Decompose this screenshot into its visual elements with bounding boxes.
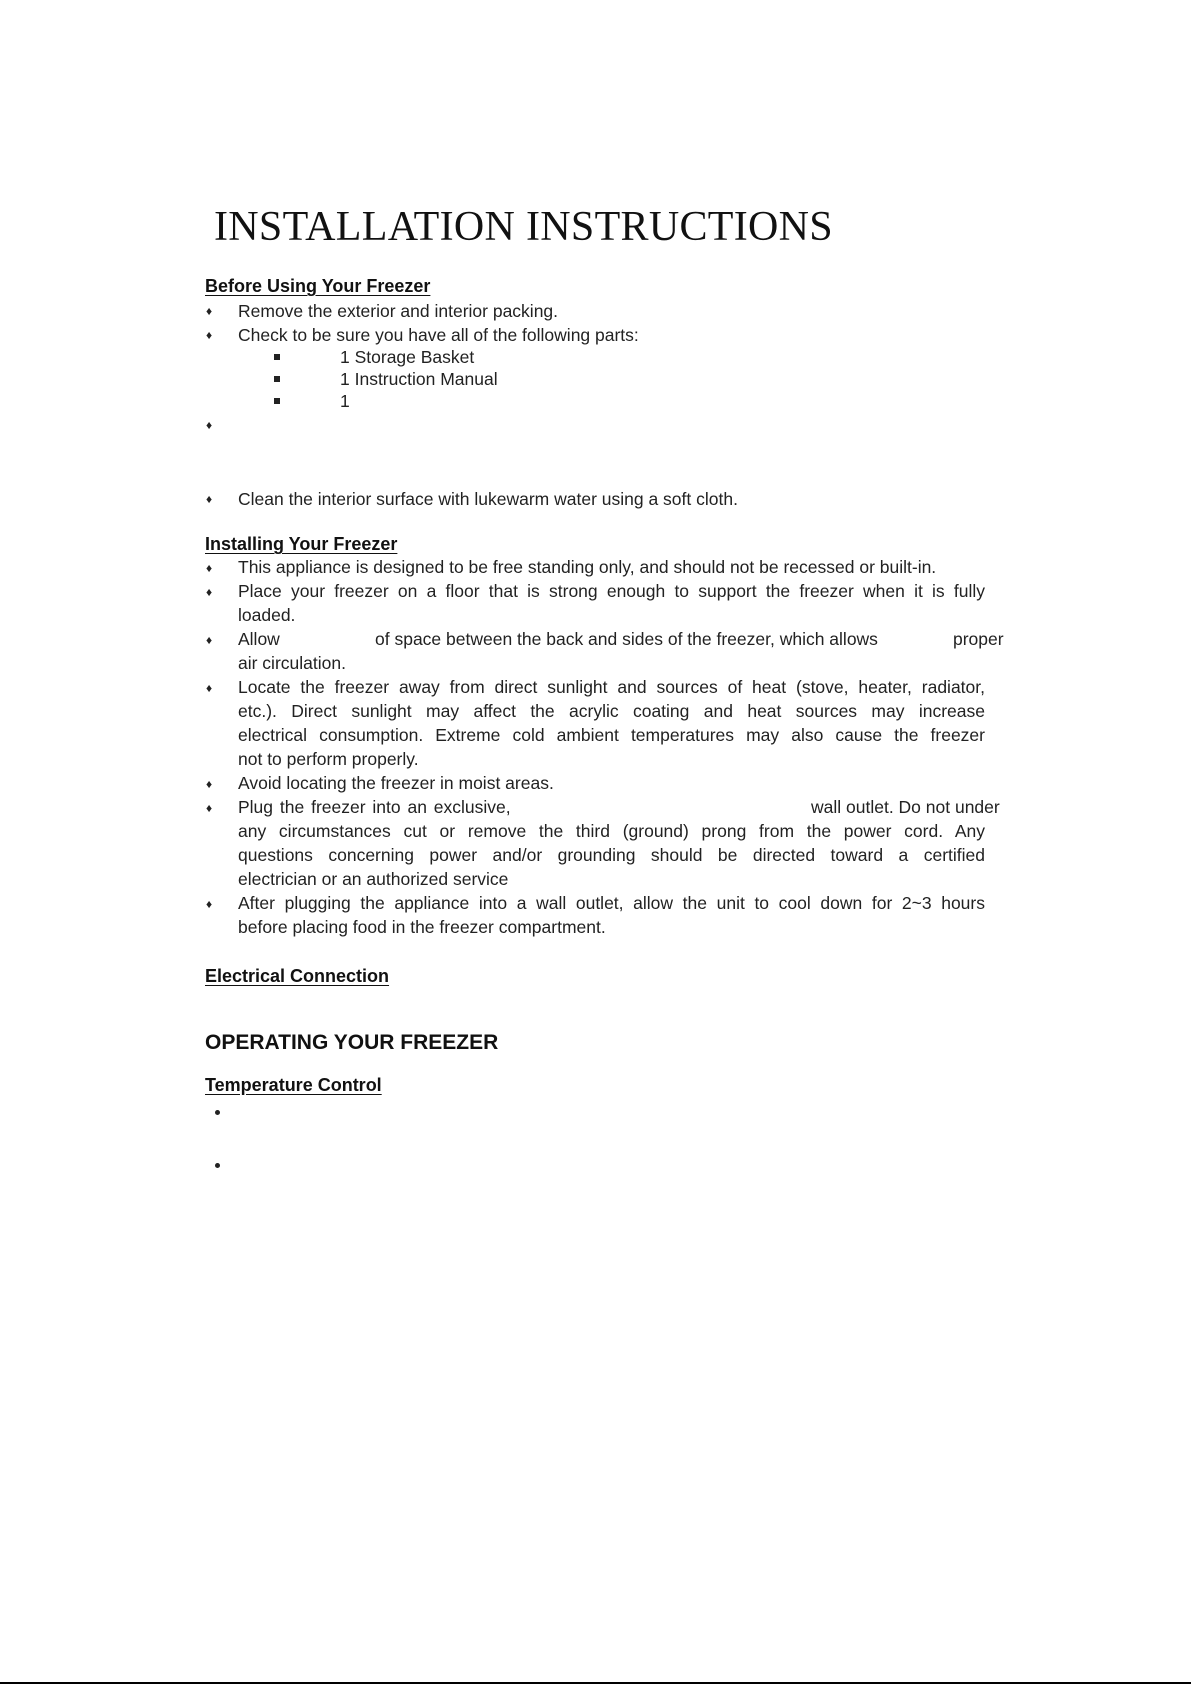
diamond-bullet-icon: ♦ [206, 801, 213, 815]
locate-away-text-cont: not to perform properly. [238, 749, 419, 769]
free-standing-text: This appliance is designed to be free standing only, and should not be recessed or built-in. [238, 557, 937, 577]
diamond-bullet-icon: ♦ [206, 681, 213, 695]
diamond-bullet-icon: ♦ [206, 777, 213, 791]
allow-space-text-cont: air circulation. [238, 653, 346, 673]
round-bullet-icon [215, 1110, 220, 1115]
remove-packing-text: Remove the exterior and interior packing. [238, 301, 559, 321]
round-bullet-icon [215, 1163, 220, 1168]
cool-down-text: After plugging the appliance into a wall outlet, allow the unit to cool down for 2~3 hours [238, 893, 985, 913]
square-bullet-icon [274, 376, 280, 382]
floor-strength-text: Place your freezer on a floor that is strong enough to support the freezer when it is fully [238, 581, 985, 601]
square-bullet-icon [274, 398, 280, 404]
page-bottom-border [0, 1682, 1191, 1684]
diamond-bullet-icon: ♦ [206, 633, 213, 647]
section-heading-installing: Installing Your Freezer [205, 534, 398, 554]
clean-interior-text: Clean the interior surface with lukewarm water using a soft cloth. [238, 489, 738, 509]
moist-areas-text: Avoid locating the freezer in moist areas. [238, 773, 554, 793]
diamond-bullet-icon: ♦ [206, 418, 213, 432]
diamond-bullet-icon: ♦ [206, 304, 213, 318]
section-heading-before-using: Before Using Your Freezer [205, 276, 431, 296]
diamond-bullet-icon: ♦ [206, 585, 213, 599]
diamond-bullet-icon: ♦ [206, 561, 213, 575]
part-item: 1 Instruction Manual [340, 369, 498, 389]
page-title: INSTALLATION INSTRUCTIONS [214, 204, 833, 250]
section-heading-operating: OPERATING YOUR FREEZER [205, 1031, 499, 1054]
check-parts-text: Check to be sure you have all of the following parts: [238, 325, 639, 345]
diamond-bullet-icon: ♦ [206, 492, 213, 506]
plug-outlet-text-end: wall outlet. Do not under [811, 797, 1000, 817]
diamond-bullet-icon: ♦ [206, 897, 213, 911]
allow-space-text-end: proper [953, 629, 1004, 649]
floor-strength-text-cont: loaded. [238, 605, 296, 625]
diamond-bullet-icon: ♦ [206, 328, 213, 342]
part-item: 1 Storage Basket [340, 347, 475, 367]
plug-outlet-text-start: Plug the freezer into an exclusive, [238, 797, 511, 817]
allow-space-text-start: Allow [238, 629, 280, 649]
part-item: 1 [340, 391, 350, 411]
plug-outlet-text-cont: questions concerning power and/or grounding should be directed toward a certified [238, 845, 985, 865]
locate-away-text-cont: electrical consumption. Extreme cold ambient temperatures may also cause the freezer [238, 725, 985, 745]
section-heading-temperature: Temperature Control [205, 1075, 382, 1095]
plug-outlet-text-cont: any circumstances cut or remove the third (ground) prong from the power cord. Any [238, 821, 985, 841]
section-heading-electrical: Electrical Connection [205, 966, 390, 986]
allow-space-text-mid: of space between the back and sides of the freezer, which allows [375, 629, 878, 649]
cool-down-text-cont: before placing food in the freezer compartment. [238, 917, 606, 937]
plug-outlet-text-cont: electrician or an authorized service [238, 869, 509, 889]
square-bullet-icon [274, 354, 280, 360]
locate-away-text-cont: etc.). Direct sunlight may affect the acrylic coating and heat sources may increase [238, 701, 985, 721]
locate-away-text: Locate the freezer away from direct sunlight and sources of heat (stove, heater, radiator, [238, 677, 985, 697]
